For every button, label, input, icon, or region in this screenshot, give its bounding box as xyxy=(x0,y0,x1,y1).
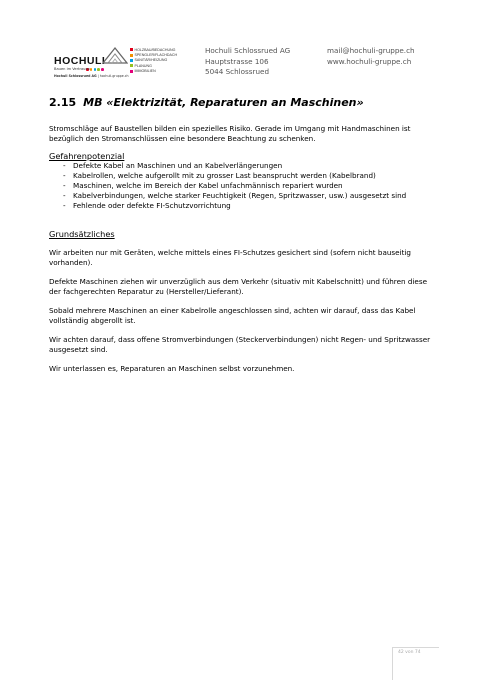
principle-paragraph: Wir unterlassen es, Reparaturen an Maschinen selbst vorzunehmen. xyxy=(49,364,295,373)
list-item: - Maschinen, welche im Bereich der Kabel unfachmännisch repariert wurden xyxy=(49,181,439,191)
address-company: Hochuli Schlossrued AG xyxy=(205,46,291,55)
list-item: - Kabelrollen, welche aufgerollt mit zu grosser Last beansprucht werden (Kabelbrand) xyxy=(49,171,439,181)
section-title-text: MB «Elektrizität, Reparaturen an Maschinen» xyxy=(83,96,364,109)
logo-subline: Hochuli Schlossrued AG | hochuli-gruppe.ch xyxy=(54,74,129,78)
document-body xyxy=(49,124,439,383)
company-contact xyxy=(327,46,415,67)
service-square-icon xyxy=(130,54,133,57)
service-square-icon xyxy=(130,64,133,67)
logo-services xyxy=(130,47,177,74)
principles-heading: Grundsätzliches xyxy=(49,229,115,239)
list-item: - Defekte Kabel an Maschinen und an Kabelverlängerungen xyxy=(49,161,439,171)
page-number: 42 von 74 xyxy=(398,650,421,655)
service-square-icon xyxy=(130,70,133,73)
service-square-icon xyxy=(130,59,133,62)
principle-paragraph: Wir arbeiten nur mit Geräten, welche mittels eines FI-Schutzes gesichert sind (sofern nicht bauseitig vorhanden). xyxy=(49,248,411,267)
logo-service-item: SANITÄR/HEIZUNG xyxy=(130,58,177,63)
principle-paragraph: Sobald mehrere Maschinen an einer Kabelrolle angeschlossen sind, achten wir darauf, dass das Kabel vollständig abgerollt ist. xyxy=(49,306,416,325)
logo-service-item: HOLZBAU/BEDACHUNG xyxy=(130,47,177,52)
logo-service-item: IMMOBILIEN xyxy=(130,69,177,74)
company-logo xyxy=(54,46,184,80)
service-square-icon xyxy=(130,48,133,51)
logo-service-item: PLANUNG xyxy=(130,63,177,68)
company-address xyxy=(205,46,290,78)
address-street: Hauptstrasse 106 xyxy=(205,56,269,66)
logo-subline-site: hochuli-gruppe.ch xyxy=(99,74,129,78)
logo-subline-company: Hochuli Schlossrued AG xyxy=(54,74,97,78)
logo-service-item: SPENGLER/FLACHDACH xyxy=(130,52,177,57)
principle-paragraph: Wir achten darauf, dass offene Stromverbindungen (Steckerverbindungen) nicht Regen- und Spritzwasser ausgesetzt sind. xyxy=(49,335,431,354)
contact-email[interactable]: mail@hochuli-gruppe.ch xyxy=(327,46,415,55)
hazards-heading: Gefahrenpotenzial xyxy=(49,151,125,161)
roof-logo-icon xyxy=(102,46,128,64)
logo-wordmark: HOCHULI xyxy=(54,55,106,67)
list-item: - Fehlende oder defekte FI-Schutzvorrichtung xyxy=(49,201,439,211)
section-number: 2.15 xyxy=(49,96,77,109)
logo-tagline: Bauen im Vertrauen xyxy=(54,67,90,71)
principle-paragraph: Defekte Maschinen ziehen wir unverzüglich aus dem Verkehr (situativ mit Kabelschnitt) und führen diese der fachgerechten Reparatur zu (Hersteller/Lieferant). xyxy=(49,277,428,296)
section-title xyxy=(49,96,364,109)
contact-web[interactable]: www.hochuli-gruppe.ch xyxy=(327,56,412,66)
intro-paragraph: Stromschläge auf Baustellen bilden ein spezielles Risiko. Gerade im Umgang mit Handmaschinen ist bezüglich den Stromanschlüssen eine besondere Beachtung zu schenken. xyxy=(49,124,411,143)
hazards-list xyxy=(49,161,439,211)
address-city: 5044 Schlossrued xyxy=(205,67,270,76)
list-item: - Kabelverbindungen, welche starker Feuchtigkeit (Regen, Spritzwasser, usw.) ausgesetzt sind xyxy=(49,191,439,201)
